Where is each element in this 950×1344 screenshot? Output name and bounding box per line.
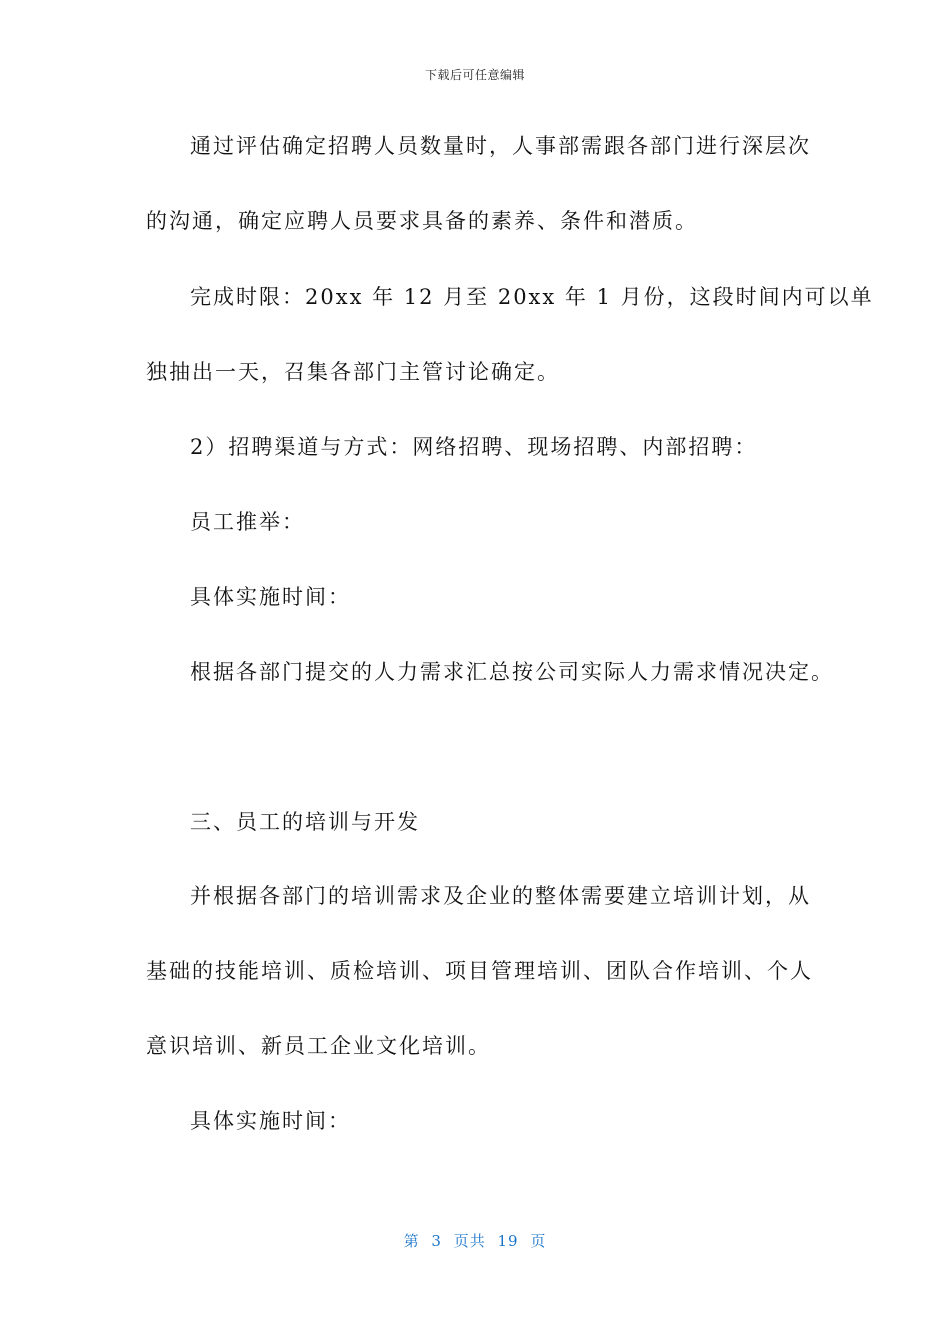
paragraph-line: 员工推举： bbox=[190, 510, 305, 534]
paragraph-line: 通过评估确定招聘人员数量时，人事部需跟各部门进行深层次 bbox=[190, 134, 811, 158]
section-heading: 三、员工的培训与开发 bbox=[190, 810, 420, 834]
paragraph-line: 意识培训、新员工企业文化培训。 bbox=[146, 1034, 491, 1058]
page-header: 下载后可任意编辑 bbox=[424, 68, 525, 82]
paragraph-line: 具体实施时间： bbox=[190, 1109, 351, 1133]
paragraph-line: 并根据各部门的培训需求及企业的整体需要建立培训计划，从 bbox=[190, 884, 811, 908]
paragraph-line: 2）招聘渠道与方式：网络招聘、现场招聘、内部招聘： bbox=[190, 435, 758, 459]
paragraph-line: 具体实施时间： bbox=[190, 585, 351, 609]
paragraph-line: 基础的技能培训、质检培训、项目管理培训、团队合作培训、个人 bbox=[146, 959, 813, 983]
paragraph-line: 完成时限：20xx 年 12 月至 20xx 年 1 月份，这段时间内可以单 bbox=[190, 285, 874, 309]
paragraph-line: 根据各部门提交的人力需求汇总按公司实际人力需求情况决定。 bbox=[190, 660, 834, 684]
paragraph-line: 的沟通，确定应聘人员要求具备的素养、条件和潜质。 bbox=[146, 209, 698, 233]
page-number-footer: 第 3 页共 19 页 bbox=[403, 1232, 547, 1250]
paragraph-line: 独抽出一天，召集各部门主管讨论确定。 bbox=[146, 360, 560, 384]
